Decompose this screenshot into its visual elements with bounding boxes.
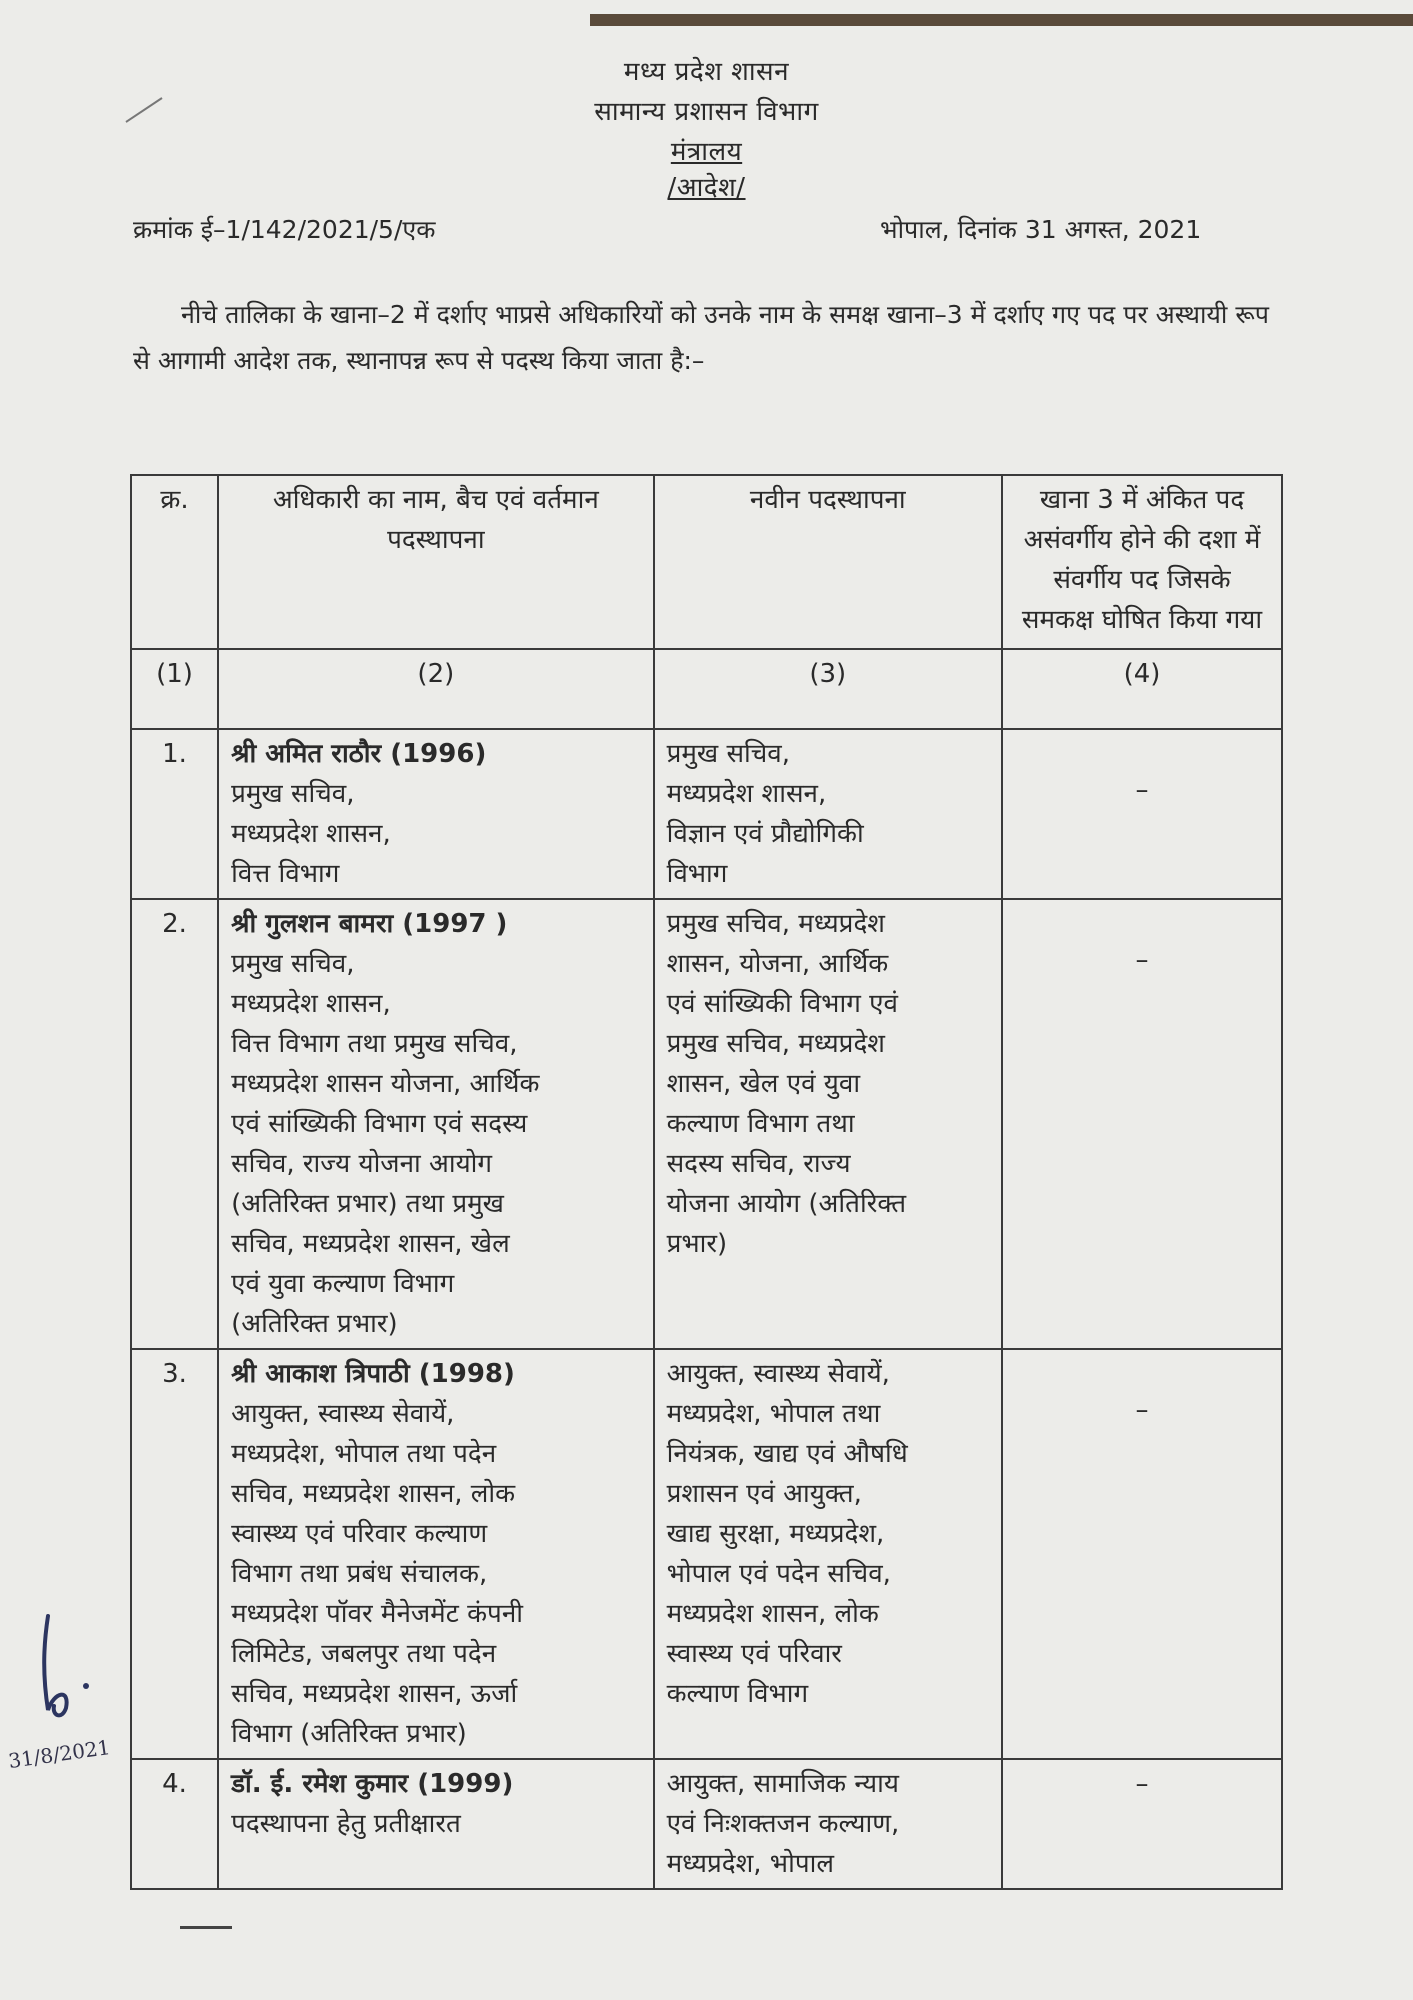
new-posting-cell: [654, 1349, 1002, 1759]
officer-cell: [218, 899, 654, 1349]
new-posting-line: सदस्य सचिव, राज्य: [666, 1149, 851, 1179]
new-posting-line: नियंत्रक, खाद्य एवं औषधि: [666, 1439, 908, 1469]
current-posting-line: सचिव, राज्य योजना आयोग: [231, 1149, 493, 1179]
new-posting-cell: [654, 899, 1002, 1349]
table-row: [131, 729, 1282, 899]
current-posting-line: आयुक्त, स्वास्थ्य सेवायें,: [231, 1399, 455, 1429]
new-posting-line: आयुक्त, सामाजिक न्याय: [666, 1769, 899, 1799]
handwritten-initial: [36, 1612, 96, 1722]
current-posting-line: वित्त विभाग तथा प्रमुख सचिव,: [231, 1029, 518, 1059]
new-posting-line: विभाग: [666, 859, 728, 889]
header-officer: अधिकारी का नाम, बैच एवं वर्तमान पदस्थापना: [218, 475, 654, 649]
handwritten-date: 31/8/2021: [6, 1734, 112, 1774]
current-posting-line: प्रमुख सचिव,: [231, 949, 355, 979]
serial-number: 2.: [131, 899, 218, 1349]
scan-edge: [590, 14, 1413, 26]
header-ministry: मंत्रालय: [670, 137, 743, 167]
equivalent-cell: [1002, 729, 1282, 899]
table-row: [131, 1349, 1282, 1759]
current-posting-line: लिमिटेड, जबलपुर तथा पदेन: [231, 1639, 497, 1669]
new-posting-line: आयुक्त, स्वास्थ्य सेवायें,: [666, 1359, 890, 1389]
new-posting-line: भोपाल एवं पदेन सचिव,: [666, 1559, 891, 1589]
current-posting-line: प्रमुख सचिव,: [231, 779, 355, 809]
new-posting-line: प्रमुख सचिव, मध्यप्रदेश: [666, 1029, 885, 1059]
header-new-posting: नवीन पदस्थापना: [654, 475, 1002, 649]
officer-name: श्री अमित राठौर (1996): [231, 739, 487, 769]
new-posting-line: एवं निःशक्तजन कल्याण,: [666, 1809, 900, 1839]
new-posting-line: मध्यप्रदेश, भोपाल: [666, 1849, 834, 1879]
header-order-title: /आदेश/: [667, 173, 746, 203]
table-row: [131, 1759, 1282, 1889]
officer-cell: [218, 1759, 654, 1889]
header-department: सामान्य प्रशासन विभाग: [594, 97, 819, 127]
current-posting-line: पदस्थापना हेतु प्रतीक्षारत: [231, 1809, 461, 1839]
equivalent-value: –: [1135, 775, 1149, 805]
stray-mark: [180, 1926, 232, 1929]
equivalent-value: –: [1135, 945, 1149, 975]
column-number: (1): [131, 649, 218, 729]
column-number: (3): [654, 649, 1002, 729]
new-posting-line: स्वास्थ्य एवं परिवार: [666, 1639, 842, 1669]
officer-name: डॉ. ई. रमेश कुमार (1999): [231, 1769, 514, 1799]
new-posting-cell: [654, 1759, 1002, 1889]
current-posting-line: स्वास्थ्य एवं परिवार कल्याण: [231, 1519, 488, 1549]
table-header-row: [131, 475, 1282, 649]
current-posting-line: वित्त विभाग: [231, 859, 340, 889]
new-posting-line: कल्याण विभाग: [666, 1679, 809, 1709]
posting-table: [130, 474, 1283, 1890]
current-posting-line: मध्यप्रदेश शासन योजना, आर्थिक: [231, 1069, 540, 1099]
officer-cell: [218, 1349, 654, 1759]
column-number-row: [131, 649, 1282, 729]
header-serial: क्र.: [131, 475, 218, 649]
current-posting-line: एवं सांख्यिकी विभाग एवं सदस्य: [231, 1109, 528, 1139]
officer-cell: [218, 729, 654, 899]
new-posting-cell: [654, 729, 1002, 899]
serial-number: 3.: [131, 1349, 218, 1759]
column-number: (4): [1002, 649, 1282, 729]
new-posting-line: मध्यप्रदेश, भोपाल तथा: [666, 1399, 881, 1429]
officer-name: श्री गुलशन बामरा (1997 ): [231, 909, 508, 939]
serial-number: 1.: [131, 729, 218, 899]
new-posting-line: शासन, खेल एवं युवा: [666, 1069, 861, 1099]
header-equivalent-post: खाना 3 में अंकित पद असंवर्गीय होने की दशा में संवर्गीय पद जिसके समकक्ष घोषित किया गया: [1002, 475, 1282, 649]
current-posting-line: सचिव, मध्यप्रदेश शासन, खेल: [231, 1229, 510, 1259]
column-number: (2): [218, 649, 654, 729]
equivalent-value: –: [1135, 1395, 1149, 1425]
new-posting-line: प्रभार): [666, 1229, 728, 1259]
order-number: क्रमांक ई–1/142/2021/5/एक: [133, 215, 436, 244]
new-posting-line: प्रशासन एवं आयुक्त,: [666, 1479, 862, 1509]
new-posting-line: शासन, योजना, आर्थिक: [666, 949, 889, 979]
current-posting-line: विभाग तथा प्रबंध संचालक,: [231, 1559, 488, 1589]
new-posting-line: खाद्य सुरक्षा, मध्यप्रदेश,: [666, 1519, 885, 1549]
current-posting-line: मध्यप्रदेश पॉवर मैनेजमेंट कंपनी: [231, 1599, 523, 1629]
new-posting-line: मध्यप्रदेश शासन, लोक: [666, 1599, 879, 1629]
equivalent-cell: [1002, 1349, 1282, 1759]
new-posting-line: कल्याण विभाग तथा: [666, 1109, 855, 1139]
new-posting-line: विज्ञान एवं प्रौद्योगिकी: [666, 819, 864, 849]
current-posting-line: सचिव, मध्यप्रदेश शासन, ऊर्जा: [231, 1679, 518, 1709]
current-posting-line: मध्यप्रदेश, भोपाल तथा पदेन: [231, 1439, 497, 1469]
current-posting-line: (अतिरिक्त प्रभार): [231, 1309, 398, 1339]
current-posting-line: सचिव, मध्यप्रदेश शासन, लोक: [231, 1479, 516, 1509]
equivalent-cell: [1002, 1759, 1282, 1889]
place-date: भोपाल, दिनांक 31 अगस्त, 2021: [880, 215, 1202, 244]
new-posting-line: योजना आयोग (अतिरिक्त: [666, 1189, 907, 1219]
intro-paragraph: नीचे तालिका के खाना–2 में दर्शाए भाप्रसे अधिकारियों को उनके नाम के समक्ष खाना–3 में दर्शाए गए पद पर अस्थायी रूप से आगामी आदेश तक, स्थानापन्न रूप से पदस्थ किया जाता है:–: [133, 300, 1269, 375]
serial-number: 4.: [131, 1759, 218, 1889]
officer-name: श्री आकाश त्रिपाठी (1998): [231, 1359, 515, 1389]
header-government: मध्य प्रदेश शासन: [623, 57, 790, 87]
current-posting-line: मध्यप्रदेश शासन,: [231, 819, 391, 849]
table-row: [131, 899, 1282, 1349]
new-posting-line: प्रमुख सचिव, मध्यप्रदेश: [666, 909, 885, 939]
new-posting-line: प्रमुख सचिव,: [666, 739, 791, 769]
equivalent-value: –: [1135, 1769, 1149, 1799]
new-posting-line: मध्यप्रदेश शासन,: [666, 779, 827, 809]
current-posting-line: मध्यप्रदेश शासन,: [231, 989, 391, 1019]
equivalent-cell: [1002, 899, 1282, 1349]
new-posting-line: एवं सांख्यिकी विभाग एवं: [666, 989, 898, 1019]
current-posting-line: विभाग (अतिरिक्त प्रभार): [231, 1719, 467, 1749]
current-posting-line: एवं युवा कल्याण विभाग: [231, 1269, 455, 1299]
current-posting-line: (अतिरिक्त प्रभार) तथा प्रमुख: [231, 1189, 504, 1219]
